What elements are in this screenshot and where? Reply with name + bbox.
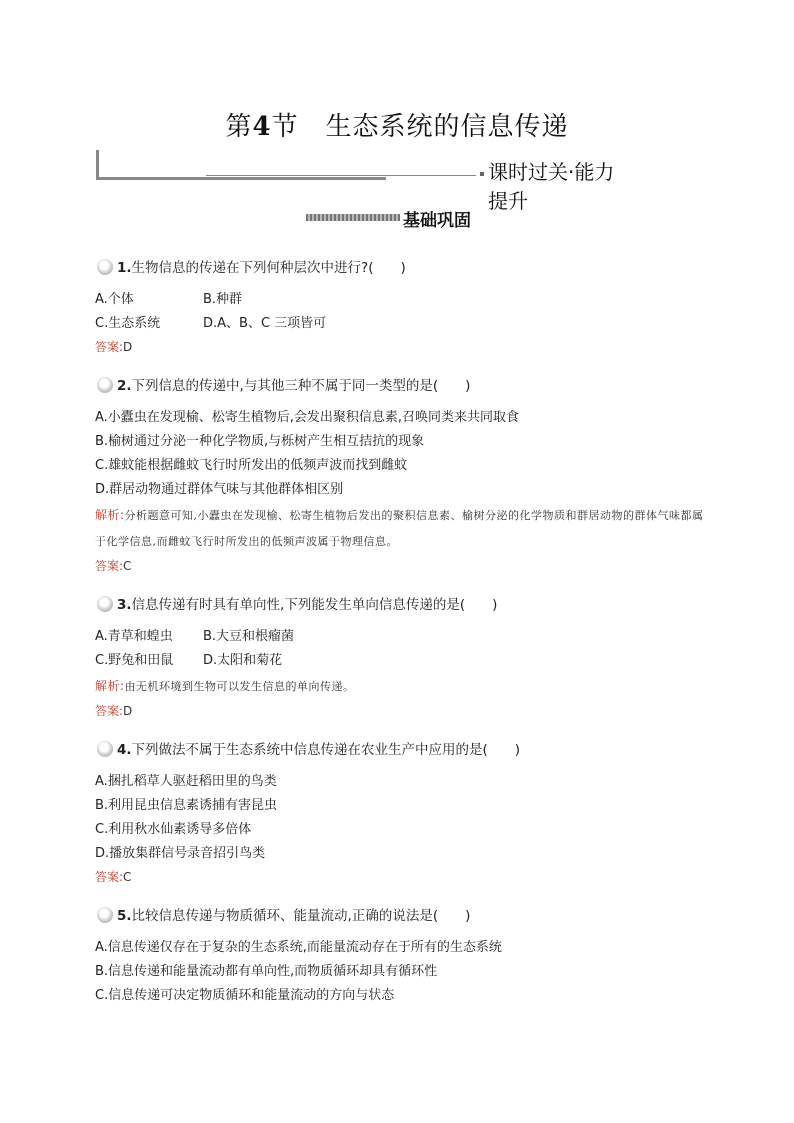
question-marker-icon [97, 741, 113, 757]
option: D.群居动物通过群体气味与其他群体相区别 [95, 482, 344, 497]
title-suffix: 节 生态系统的信息传递 [271, 112, 569, 142]
explanation-tag: 解析: [95, 679, 125, 693]
option: C.利用秋水仙素诱导多倍体 [95, 822, 252, 837]
question-stem [95, 736, 715, 764]
explanation [95, 502, 715, 555]
answer-value: D [123, 704, 133, 718]
option: A.小蠹虫在发现榆、松寄生植物后,会发出聚积信息素,召唤同类来共同取食 [95, 410, 520, 425]
answer-tag: 答案: [95, 559, 124, 573]
option-row [95, 478, 715, 502]
answer-value: C [123, 559, 132, 573]
explanation-tag: 解析: [95, 508, 125, 522]
option-row [95, 430, 715, 454]
option-row [95, 288, 715, 312]
answer-tag: 答案: [95, 704, 124, 718]
answer [95, 555, 715, 577]
section-label: 课时过关·能力提升 [488, 160, 615, 213]
question-stem [95, 591, 715, 619]
option: B.信息传递和能量流动都有单向性,而物质循环却具有循环性 [95, 964, 438, 979]
section-bracket-horizontal [96, 177, 386, 180]
section-header [96, 150, 616, 213]
section-rule [206, 175, 476, 176]
answer [95, 866, 715, 888]
explanation-text: 由无机环境到生物可以发生信息的单向传递。 [124, 680, 355, 693]
question-number: 4. [117, 742, 132, 758]
sub-heading-text: 基础巩固 [403, 211, 471, 231]
option-row [95, 454, 715, 478]
option-row [95, 818, 715, 842]
option-row [95, 770, 715, 794]
question-text: 信息传递有时具有单向性,下列能发生单向信息传递的是( ) [131, 597, 498, 613]
option: B.利用昆虫信息素诱捕有害昆虫 [95, 798, 278, 813]
question-text: 下列做法不属于生态系统中信息传递在农业生产中应用的是( ) [131, 742, 521, 758]
option: A.捆扎稻草人驱赶稻田里的鸟类 [95, 774, 277, 789]
answer [95, 336, 715, 358]
question-number: 1. [117, 260, 132, 276]
question-spacer [95, 722, 715, 736]
question-spacer [95, 1008, 715, 1022]
option: D.A、B、C 三项皆可 [203, 316, 327, 331]
option: B.大豆和根瘤菌 [203, 629, 295, 644]
section-bracket-vertical [96, 150, 99, 180]
question-text: 生物信息的传递在下列何种层次中进行?( ) [131, 260, 406, 276]
option: A.青草和蝗虫 [95, 629, 173, 644]
question-block [95, 736, 715, 902]
option: D.太阳和菊花 [203, 653, 283, 668]
question-block [95, 372, 715, 591]
answer-tag: 答案: [95, 870, 124, 884]
title-prefix: 第 [225, 112, 253, 142]
options [95, 625, 715, 673]
question-block [95, 902, 715, 1022]
option: B.榆树通过分泌一种化学物质,与栎树产生相互拮抗的现象 [95, 434, 425, 449]
question-spacer [95, 888, 715, 902]
question-marker-icon [97, 377, 113, 393]
option: A.信息传递仅存在于复杂的生态系统,而能量流动存在于所有的生态系统 [95, 940, 502, 955]
explanation-text: 分析题意可知,小蠹虫在发现榆、松寄生植物后发出的聚积信息素、榆树分泌的化学物质和群居动物的群体气味都属于化学信息,而雌蚊飞行时所发出的低频声波属于物理信息。 [95, 509, 704, 548]
question-text: 下列信息的传递中,与其他三种不属于同一类型的是( ) [131, 378, 471, 394]
question-marker-icon [97, 259, 113, 275]
option-row [95, 406, 715, 430]
question-spacer [95, 577, 715, 591]
question-number: 5. [117, 908, 132, 924]
option-row [95, 984, 715, 1008]
question-marker-icon [97, 907, 113, 923]
question-marker-icon [97, 596, 113, 612]
options [95, 936, 715, 1008]
question-stem [95, 372, 715, 400]
title-number: 4 [252, 112, 272, 142]
question-spacer [95, 358, 715, 372]
section-dot [480, 172, 484, 176]
explanation [95, 673, 715, 700]
option: A.个体 [95, 292, 134, 307]
question-number: 3. [117, 597, 132, 613]
question-block [95, 254, 715, 372]
options [95, 770, 715, 866]
answer [95, 700, 715, 722]
answer-value: C [123, 870, 132, 884]
answer-tag: 答案: [95, 340, 124, 354]
question-list [95, 254, 715, 1022]
option: C.生态系统 [95, 316, 161, 331]
option: C.野兔和田鼠 [95, 653, 174, 668]
option-row [95, 936, 715, 960]
option-row [95, 649, 715, 673]
options [95, 288, 715, 336]
question-block [95, 591, 715, 736]
sub-heading-stripe [306, 214, 400, 221]
option-row [95, 794, 715, 818]
question-number: 2. [117, 378, 132, 394]
option-row [95, 625, 715, 649]
option: C.信息传递可决定物质循环和能量流动的方向与状态 [95, 988, 395, 1003]
option: D.播放集群信号录音招引鸟类 [95, 846, 266, 861]
lesson-title [0, 106, 794, 143]
answer-value: D [123, 340, 133, 354]
option: B.种群 [203, 292, 243, 307]
question-stem [95, 254, 715, 282]
question-stem [95, 902, 715, 930]
question-text: 比较信息传递与物质循环、能量流动,正确的说法是( ) [131, 908, 471, 924]
options [95, 406, 715, 502]
option: C.雄蚊能根据雌蚊飞行时所发出的低频声波而找到雌蚊 [95, 458, 408, 473]
option-row [95, 312, 715, 336]
option-row [95, 960, 715, 984]
option-row [95, 842, 715, 866]
